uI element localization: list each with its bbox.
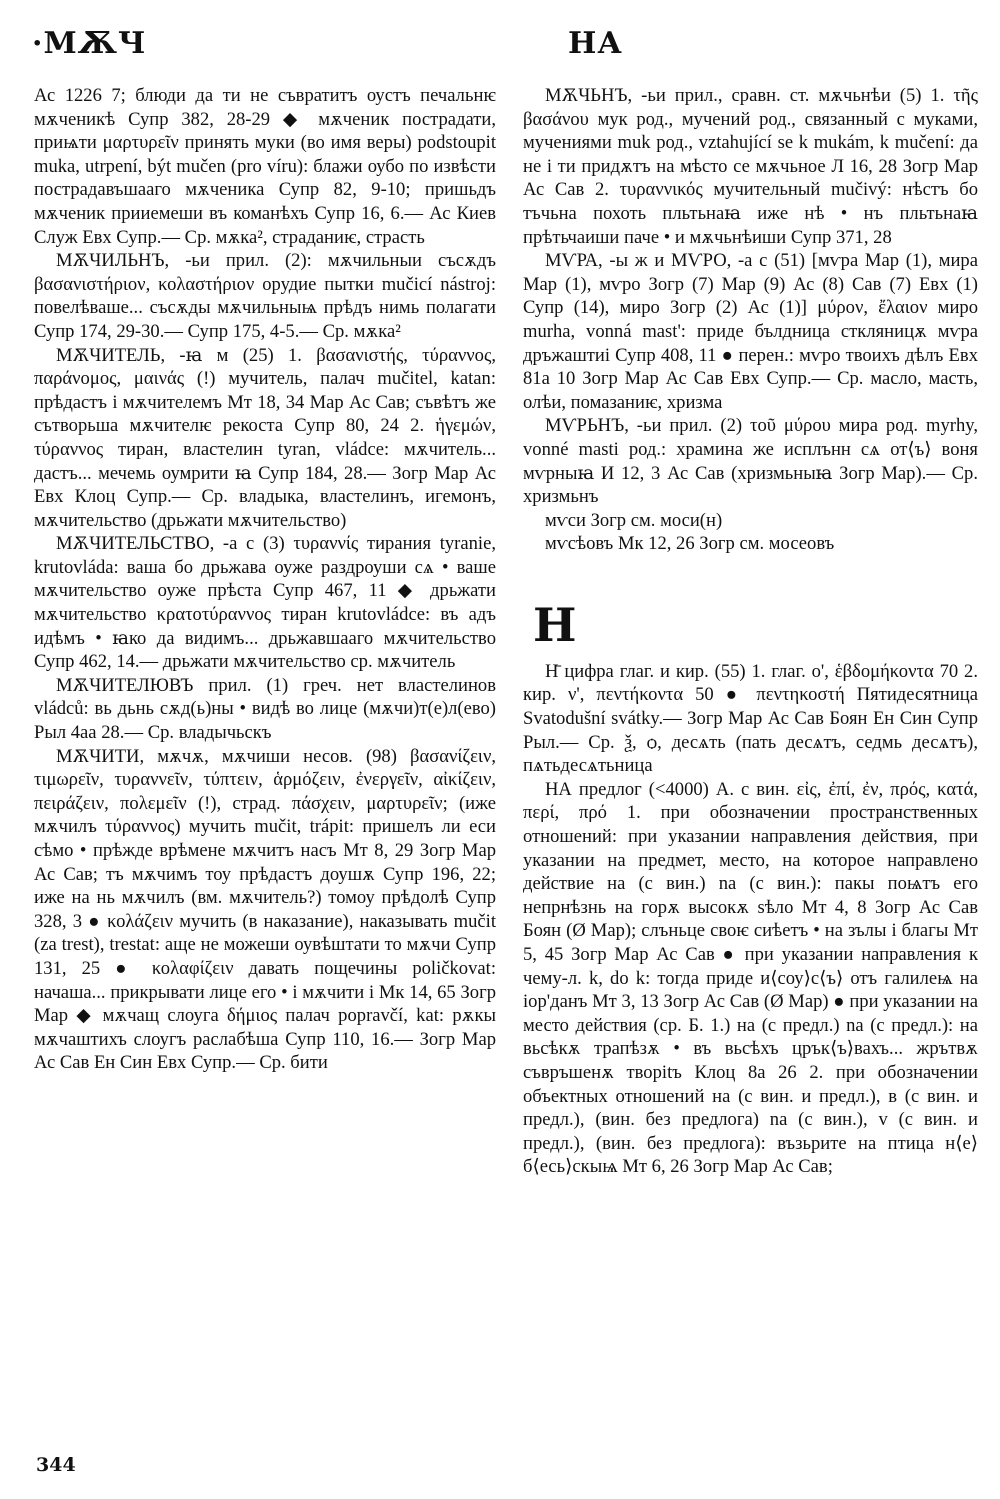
section-letter: Н [533,597,577,652]
running-head-left: ·МѪЧ [32,26,147,61]
entry-muchiti: МѪЧИТИ, мѫчѫ, мѫчиши несов. (98) βασανίζειν, τιμωρεῖν, τυραννεῖν, τύπτειν, ἁρμόζειν, ἐνεργεῖν, αἰκίζειν, πειράζειν, πολεμεῖν (!), страд. πάσχειν, μαρτυρεῖν; (иже мѫчилъ τύραννος) мучить mučit, trápit: пришелъ ли еси сѣмо • прѣжде врѣмене мѫчитъ насъ Мт 8, 29 Зогр Мар Ас Сав; тъ мѫчимъ тоу прѣдастъ доушѫ Супр 196, 22; иже на нь мѫчилъ (вм. мѫчитель?) томоу прѣдолѣ Супр 328, 3 ● κολάζειν мучить (в наказание), наказывать mučit (za trest), trestat: аще не можеши оувѣштати то мѫчи Супр 131, 25 ● κολαφίζειν давать пощечины poličkovat: начаша... прикрывати лице его • i мѫчити i Мк 14, 65 Зогр Мар ◆ мѫчащ слоуга δήμιος палач popravčí, kat: рѫкы мѫчаштихъ слоугъ раслабѣша Супр 110, 16.— Зогр Мар Ас Сав Ен Син Евх Супр.— Ср. бити [34,745,496,1074]
entry-muchitelstvo: МѪЧИТЕЛЬСТВО, -а с (3) τυραννίς тирания tyranie, krutovláda: ваша бо дрьжава оуже раздроуши сѧ • ваше мѫчительство оуже прѣста Супр 467, 11 ◆ дрьжати мѫчительство κρατοτύραννος тиран krutovládce: въ адъ идѣмъ • ꙗко да видимъ... дрьжавшааго мѫчительство Супр 462, 14.— дрьжати мѫчительство ср. мѫчитель [34,533,496,673]
entry-mysi: мѵси Зогр см. моси(н) [545,509,723,531]
entry-continuation: Ас 1226 7; блюди да ти не съвратитъ оустъ печальнѥ мѫченикѣ Супр 382, 28-29 ◆ мѫченик пострадати, приѩти μαρτυρεῖν принять муки (во имя веры) podstoupit muka, utrpení, být mučen (pro víru): блажи оубо по извѣсти пострадавъшааго мѫченика Супр 82, 9-10; пришьдъ мѫченик прииeмеши въ команѣхъ Супр 16, 6.— Ас Киев Служ Евх Супр.— Ср. мѫка², страданиѥ, страсть [34,85,496,248]
section-spacer [523,556,978,596]
entry-muchilny: МѪЧИЛЬНЪ, -ьи прил. (2): мѫчильныи съсѫдъ βασανιστήριον, κολαστήριον орудие пытки mučicí nástroj: повелѣваше... съсѫды мѫчильныѩ прѣдъ нимь полагати Супр 174, 29-30.— Супр 175, 4-5.— Ср. мѫка² [34,250,496,342]
entry-muchitel: МѪЧИТЕЛЬ, -ꙗ м (25) 1. βασανιστής, τύραννος, παράνομος, μαινάς (!) мучитель, палач mučitel, katan: прѣдастъ i мѫчителемъ Мт 18, 34 Мар Ас Сав; съвѣтъ же сътворьша мѫчителѥ рекоста Супр 80, 24 2. ἡγεμών, τύραννος тиран, властелин tyran, vládce: мѫчитель... дастъ... мечемь оумрити ꙗ Супр 184, 28.— Зогр Мар Ас Евх Клоц Супр.— Ср. владыка, властелинъ, игемонъ, мѫчительство (дрьжати мѫчительство) [34,344,496,531]
entry-myra: МѴРА, -ы ж и МѴРО, -а с (51) [мѵра Мар (1), мира Мар (1), мѵро Зогр (7) Мар (9) Ас (8) Сав (7) Евх (1) Супр (14), миро Зогр (2) Ас (1)] μύρον, ἔλαιον миро murha, vonná mast': приде бълдница сткляницѫ мѵра дръжаштиi Супр 408, 11 ● перен.: мѵро твоихъ дѣлъ Евх 81а 10 Зогр Мар Ас Сав Евх Супр.— Ср. масло, масть, олѣи, помазаниѥ, хризма [523,250,978,413]
right-column [523,84,978,1179]
entry-muchitelyuv: МѪЧИТЕЛЮВЪ прил. (1) греч. нет властелинов vládců: вь дьнь сѫд(ь)ны • видѣ во лице (мѫчи)т(е)л(ево) Рыл 4аа 28.— Ср. владычьскъ [34,674,496,744]
running-head-right: НА [568,26,623,61]
entry-n-numeral: Н̄ цифра глаг. и кир. (55) 1. глаг. ο', ἑβδομήκοντα 70 2. кир. ν', πεντήκοντα 50 ● πεντηκοστή Пятидесятница Svatodušní svátky.— Зогр Мар Ас Сав Боян Ен Син Супр Рыл.— Ср. ѯ, ѻ, десѧть (пать десѧтъ, седмь десѧтъ), пѧтьдесѧтьница [523,660,978,777]
left-column [34,84,496,1075]
entry-myseov: мѵсѣовъ Мк 12, 26 Зогр см. мосеовъ [545,533,835,555]
entry-myrny: МѴРЬНЪ, -ьи прил. (2) τοῦ μύρου мира род. myrhy, vonné masti род.: храмина же исплънн сѧ от⟨ъ⟩ воня мѵрныꙗ И 12, 3 Ас Сав (хризмьныꙗ Зогр Мар).— Ср. хризмьнъ [523,415,978,508]
entry-na-preposition: НА предлог (<4000) А. с вин. εἰς, ἐπί, ἐν, πρός, κατά, περί, πρό 1. при обозначении пространственных отношений: при указании направления действия, при указании на предмет, место, на которое направлено действие на (с вин.) na (с вин.): пакы поѩтъ его непрнѣзнь на горѫ высокѫ ѕѣло Мт 4, 8 Зогр Ас Сав Боян (Ø Мар); слъньце своѥ сиѣетъ • на зълы i благы Мт 5, 45 Зогр Мар Ас Сав ● при указании направления к чему-л. k, do k: тогда приде и⟨соу⟩с⟨ъ⟩ отъ галилеѩ на iор'данъ Мт 3, 13 Зогр Ас Сав (Ø Мар) ● при указании на место действия (ср. Б. 1.) на (с предл.) na (с предл.): на вьсѣкѫ трапѣзѫ • въ вьсѣхъ црък⟨ъ⟩вахъ... жрътвѫ съвръшенѫ творitъ Клоц 8а 26 2. при обозначении объектных отношений на (с вин. и предл.), в (с вин. и предл.), (вин. без предлога) na (с вин.), v (с вин. и предл.), (вин. без предлога): възьрите на птица н⟨е⟩б⟨есь⟩скыѩ Мт 6, 26 Зогр Мар Ас Сав; [523,778,978,1178]
page-number: 344 [36,1454,76,1476]
entry-muchny: МѪЧЬНЪ, -ьи прил., сравн. ст. мѫчьнѣи (5) 1. τῆς βασάνου мук род., мучений род., связанный с муками, мучениями muk род., vztahující se k mukám, k mučení: да не i ти придѫтъ на мѣсто се мѫчьное Л 16, 28 Зогр Мар Ас Сав 2. τυραννικός мучительный mučivý: нѣстъ бо тъчьна похоть пльтьнаꙗ иже нѣ • нъ пльтьнаꙗ прѣтьчаиши паче • и мѫчьнѣиши Супр 371, 28 [523,85,978,248]
